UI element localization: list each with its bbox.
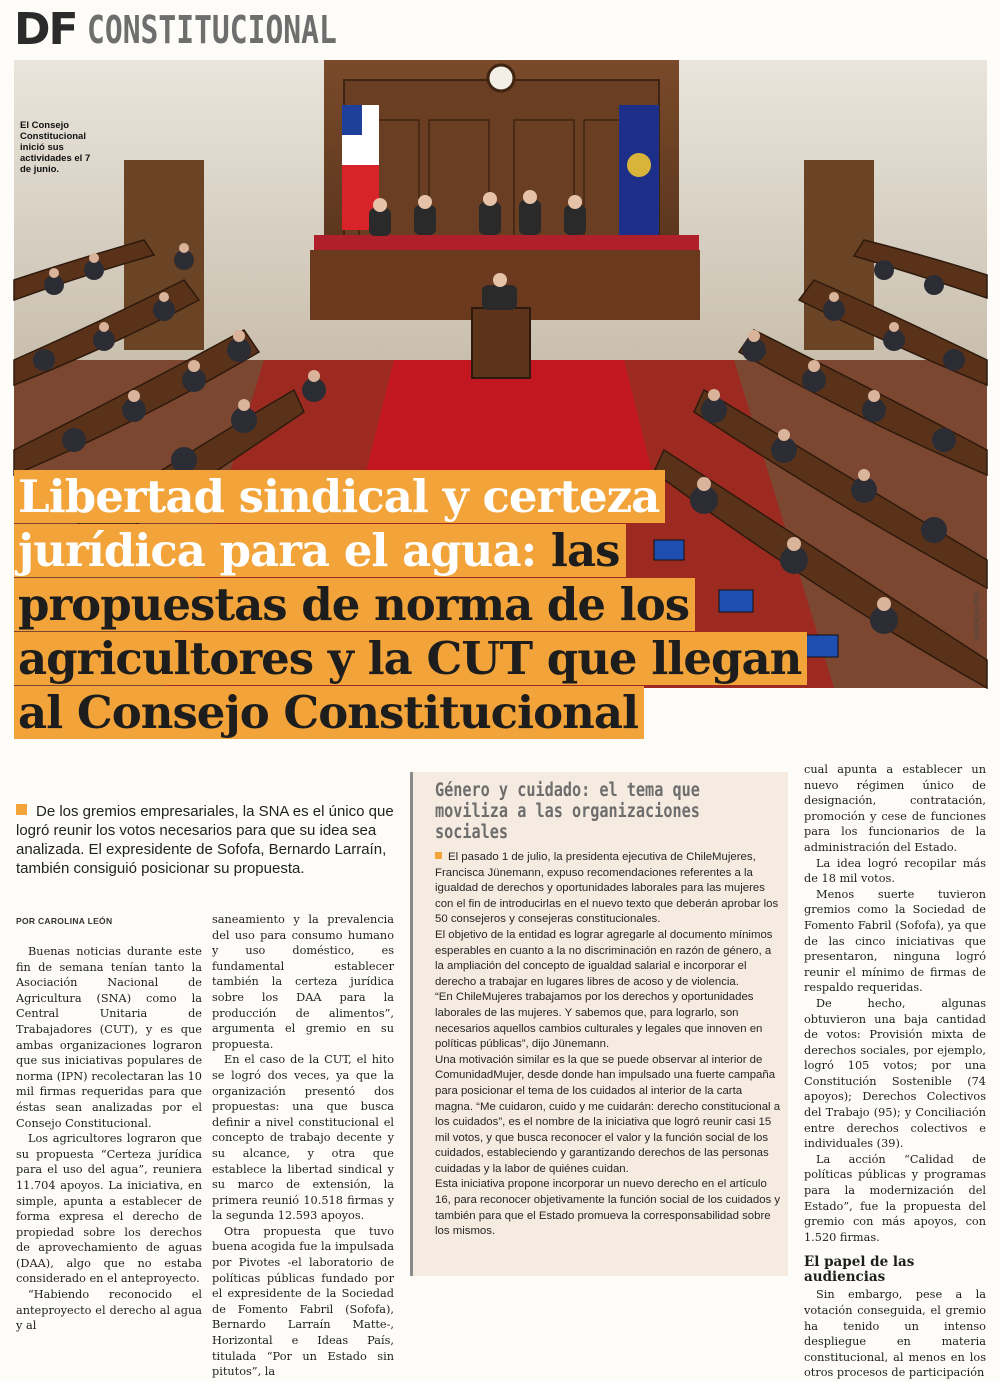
photo-caption: El Consejo Constitucional inició sus actividades el 7 de junio. [20,120,91,175]
headline [14,470,814,740]
sidebar-paragraph: El objetivo de la entidad es lograr agregarle al documento mínimos esperables en cuanto a la no discriminación en razón de género, a la ampliación del concepto de igualdad salarial e incorporar el derecho a trabajar en lugares libres de acoso y de violencia. [435,928,773,988]
df-logo: DF [14,4,77,55]
article-paragraph: Sin embargo, pese a la votación conseguida, el gremio ha tenido un intenso despliegue en materia constitucional, al menos en los otros procesos de participación [804,1288,986,1380]
article-paragraph: Buenas noticias durante este fin de semana tenían tanto la Asociación Nacional de Agricultura (SNA) como la Central Unitaria de Trabajadores (CUT), y es que ambas organizaciones lograron que sus iniciativas populares de norma (IPN) recolectaran las 10 mil firmas requeridas para que éstas sean analizadas por el Consejo Constitucional. [16,945,202,1130]
article-paragraph: La idea logró recopilar más de 18 mil votos. [804,856,986,886]
bullet-square-icon [16,804,27,815]
headline-dark-inline: las [550,524,620,577]
article-paragraph: saneamiento y la prevalencia del uso para consumo humano y uso doméstico, es fundamental establecer también la certeza jurídica sobre los DAA para la producción de alimentos”, argumenta el gremio en su propuesta. [212,913,394,1051]
article-paragraph: Menos suerte tuvieron gremios como la Sociedad de Fomento Fabril (Sofofa), ya que de las cinco iniciativas que presentaron, ninguna logró reunir el mínimo de firmas de respaldo requeridas. [804,887,986,995]
article-paragraph: Los agricultores lograron que su propuesta “Certeza jurídica para el uso del agua”, reuniera 11.704 apoyos. La iniciativa, en simple, apunta a establecer de forma expresa el derecho de propiedad sobre los derechos de aprovechamiento de aguas (DAA), algo que no estaba considerado en el anteproyecto. [16,1132,202,1286]
section-subhead: El papel de las audiencias [804,1254,915,1286]
article-paragraph: Otra propuesta que tuvo buena acogida fue la impulsada por Pivotes -el laboratorio de políticas públicas fundado por el expresidente de la Sociedad de Fomento Fabril (Sofofa), Bernardo Larraín Matte-, Horizontal e Ideas País, titulada “Por un Estado sin pitutos”, la [212,1224,394,1379]
article-paragraph: La acción “Calidad de políticas públicas y programas para la modernización del Estado”, fue la propuesta del gremio con más apoyos, con 1.520 firmas. [804,1152,986,1244]
lead-text: De los gremios empresariales, la SNA es el único que logró reunir los votos necesarios para que su idea sea analizada. El expresidente de Sofofa, Bernardo Larraín, también consiguió posicionar su propuesta. [16,803,394,877]
headline-line-3: propuestas de norma de los [14,578,695,631]
sidebar-paragraph: Esta iniciativa propone incorporar un nuevo derecho en el artículo 16, para reconocer objetivamente la función social de los cuidados y también para que el Estado promueva la corresponsabilidad sobre los mismos. [435,1178,781,1238]
sidebar-paragraph: El pasado 1 de julio, la presidenta ejecutiva de ChileMujeres, Francisca Jünemann, expuso recomendaciones referentes a la igualdad de derechos y oportunidades laborales para las mujeres con el fin de introducirlas en el nuevo texto que deberán aprobar los 50 consejeros y consejeras constitucionales. [435,851,779,926]
byline: POR CAROLINA LEÓN [16,916,113,926]
section-title: CONSTITUCIONAL [86,8,337,52]
headline-line-2: jurídica para el agua: [18,524,537,577]
lead-paragraph [16,802,396,878]
masthead [14,6,407,54]
article-column-1 [16,944,202,1334]
headline-line-5: al Consejo Constitucional [14,686,644,739]
article-column-2 [212,912,394,1380]
headline-line-4: agricultores y la CUT que llegan [14,632,807,685]
article-paragraph: De hecho, algunas obtuvieron una baja cantidad de votos: Provisión mixta de derechos sociales, por ejemplo, logró 105 votos; por una Constitución Sostenible (74 apoyos); Derechos Colectivos del Trabajo (95); y Conciliación entre derechos colectivos e individuales (39). [804,996,986,1151]
sidebar-paragraph: “En ChileMujeres trabajamos por los derechos y oportunidades laborales de las mujeres. Y sabemos que, para lograrlo, son necesarios aquellos cambios culturales y legales que innoven en políticas públicas”, dijo Jünemann. [435,991,763,1051]
article-paragraph: En el caso de la CUT, el hito se logró dos veces, ya que la organización presentó dos propuestas: una que busca definir a nivel constitucional el concepto de trabajo decente y su alcance, y otra que establece la libertad sindical y su marco de extensión, la primera reunió 10.518 firmas y la segunda 12.593 apoyos. [212,1053,394,1223]
photo-credit: AGENCIA UNO [974,591,981,640]
sidebar-box [410,772,788,1276]
article-column-4 [804,762,986,1381]
article-paragraph: cual apunta a establecer un nuevo régimen único de designación, contratación, promoción y cese de funciones para los funcionarios de la administración del Estado. [804,763,986,854]
article-paragraph: “Habiendo reconocido el anteproyecto el derecho al agua y al [16,1288,202,1333]
sidebar-paragraph: Una motivación similar es la que se puede observar al interior de ComunidadMujer, desde donde han impulsado una fuerte campaña para posicionar el tema de los cuidados al interior de la carta magna. “Me cuidaron, cuido y me cuidarán: derecho constitucional a los cuidados”, es el nombre de la iniciativa que logró reunir casi 15 mil votos, y que busca reconocer el valor y la función social de los cuidados, estableciendo y garantizando derechos de las personas cuidadas y la labor de quiénes cuidan. [435,1053,781,1175]
sidebar-title: Género y cuidado: el tema que moviliza a las organizaciones sociales [435,780,700,843]
headline-line-1: Libertad sindical y certeza [14,470,665,523]
sidebar-body [435,850,781,1240]
bullet-square-icon [435,852,442,859]
